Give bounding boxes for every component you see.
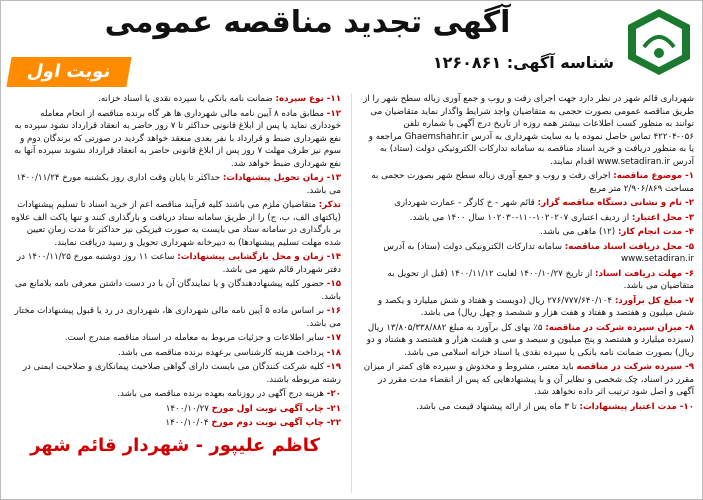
list-item <box>362 212 694 225</box>
item-label: ۱۵- <box>326 279 341 289</box>
item-text: حداکثر تا پایان وقت اداری روز یکشنبه مورخ ۱۴۰۰/۱۱/۲۴ می باشد. <box>16 173 341 196</box>
municipality-logo <box>624 7 694 77</box>
item-label: ۱۶- <box>326 306 341 316</box>
item-text: ۱۴۰۰/۱۰/۲۷ <box>165 403 209 414</box>
item-text: تا ۳ ماه پس از ارائه پیشنهاد قیمت می باشد. <box>416 401 577 412</box>
list-item <box>362 241 694 266</box>
item-text: ضمانت نامه بانکی یا سپرده نقدی یا اسناد خزانه. <box>98 94 273 104</box>
item-text: پرداخت هزینه کارشناسی برعهده برنده مناقصه می باشد. <box>118 347 325 358</box>
item-text: ۲۷۶/۷۷۷/۶۴۰/۱۰۴ ریال (دویست و هفتاد و شش میلیارد و یکصد و شش میلیون و هفتصد و هفتاد و هفت هزار و ششصد و چهل ریال) می باشد. <box>377 295 694 318</box>
content-columns <box>9 93 694 493</box>
item-text: حضور کلیه پیشنهاددهندگان و یا نمایندگان آن با در دست داشتن معرفی نامه بلامانع می باشد. <box>14 279 341 302</box>
list-item <box>9 251 341 276</box>
item-text: قائم شهر - خ کارگر - عمارت شهرداری <box>394 198 535 208</box>
item-label: ۴- مدت انجام کار: <box>617 227 694 237</box>
item-text: باید معتبر، مشروط و مخدوش و سپرده های کمتر از میزان مقرر در اسناد، چک شخصی و نظایر آن و با پیشنهادهایی که پس از انقضاء مدت مقرر در آگهی و اصل شود ترتیب اثر داده نخواهد شد. <box>363 362 694 397</box>
list-item <box>9 305 341 330</box>
header <box>1 1 703 89</box>
list-item <box>362 295 694 320</box>
item-label: ۱۰- مدت اعتبار پیشنهادات: <box>579 401 694 412</box>
item-text: متقاضیان ملزم می باشند کلیه فرآیند مناقصه اعم از خرید اسناد تا تسلیم پیشنهادات (پاکتهای الف، ب، ج) را از طریق سامانه ستاد دریافت و بارگذاری کنند و تنها پاکت الف علاوه بر بارگذاری در سامانه ستاد می بایست به صورت فیزیکی نیز حداکثر تا مدت زمان تعیین شده مهلت تسلیم پیشنهادها) به دبیرخانه شهرداری تحویل و رسید دریافت نمایند. <box>11 200 341 248</box>
notice-id-code: ۱۲۶۰۸۶۱ <box>432 53 502 72</box>
item-text: مطابق ماده ۸ آیین نامه مالی شهرداری ها هر گاه برنده مناقصه از انجام معامله خودداری نماید یا پس از ابلاغ قانونی حداکثر تا ۷ روز حاضر به انعقاد قرارداد نشود سپرده به نفع شهرداری ضبط و قرارداد با نفر بعدی منعقد خواهد گردید در صورتی که برندگان دوم و سوم نیز ظرف مهلت ۷ روز پس از ابلاغ قانونی حاضر به انعقاد قرارداد نشوند سپرده آنها به نفع شهرداری ضبط خواهد شد. <box>14 108 341 169</box>
list-item <box>9 347 341 360</box>
item-label: ۶- مهلت دریافت اسناد: <box>595 268 694 279</box>
notice-id-label: شناسه آگهی: <box>506 53 614 72</box>
item-label: ۱۳- زمان تحویل پیشنهادات: <box>222 173 341 183</box>
item-label: ۱۱- نوع سپرده: <box>275 94 341 104</box>
item-text: اجرای رفت و روب و جمع آوری زباله سطح شهر بصورت حجمی به مساحت ۲/۹۰۶/۸۶۹ متر مربع <box>371 171 694 194</box>
item-label: ۱۴- زمان و محل بازگشایی پیشنهادات: <box>177 252 341 262</box>
notice-id <box>433 53 614 72</box>
list-item <box>9 361 341 386</box>
first-round-badge: نوبت اول <box>6 57 131 87</box>
item-text: ۱۴۰۰/۱۰/۰۴ <box>165 418 209 428</box>
list-item <box>362 197 694 210</box>
item-label: ۹- سپرده شرکت در مناقصه <box>576 362 694 372</box>
signature: کاظم علیپور - شهردار قائم شهر <box>30 434 320 456</box>
item-label: تذکر: <box>318 200 341 210</box>
list-item <box>9 172 341 197</box>
column-divider <box>351 93 352 493</box>
item-label: ۲۰- <box>326 389 341 399</box>
item-label: ۱۷- <box>326 333 341 343</box>
list-item <box>9 93 341 106</box>
item-label: ۱۲- <box>326 108 341 119</box>
page-title: آگهی تجدید مناقصه عمومی <box>104 5 511 40</box>
item-label: ۱۹- <box>326 362 341 372</box>
list-item <box>362 226 694 239</box>
list-item <box>362 268 694 293</box>
list-item <box>362 401 694 414</box>
intro-paragraph: شهرداری قائم شهر در نظر دارد جهت اجرای رفت و روب و جمع آوری زباله سطح شهر را از طریق مناقصه عمومی بصورت حجمی به متقاضیان واجد شرایط واگذار نماید متقاضیان می توانند به منظور کسب اطلاعات بیشتر همه روزه از تاریخ درج آگهی با شماره تلفن ۰۵۶-۴۲۲۰۴ تماس حاصل نموده یا به سایت شهرداری به آدرس Ghaemshahr.ir مراجعه و یا به منظور دریافت و خرید اسناد مناقصه به سامانه تدارکات الکترونیکی دولت (ستاد) به آدرس www.setadiran.ir اقدام نمایند. <box>363 94 694 167</box>
item-label: ۷- مبلغ کل برآورد: <box>614 295 694 306</box>
item-label: ۲- نام و نشانی دستگاه مناقصه گزار: <box>537 198 694 208</box>
item-text: هزینه درج آگهی در روزنامه بعهده برنده مناقصه می باشد. <box>117 389 325 399</box>
item-text: از ردیف اعتباری ۱۰۲۰۲۰۷-۱۱۰-۱۰۲۰۳۰ سال ۱۴۰۰ می باشد. <box>409 212 630 223</box>
list-item <box>9 417 341 430</box>
item-text: کلیه شرکت کنندگان می بایست دارای گواهی صلاحیت پیمانکاری و صلاحیت ایمنی در رشته مربوطه باشند. <box>22 362 341 385</box>
item-text: سایر اطلاعات و جزئیات مربوط به معامله در اسناد مناقصه مندرج است. <box>64 333 325 343</box>
list-item <box>9 199 341 249</box>
list-item <box>362 322 694 360</box>
list-item <box>9 278 341 303</box>
list-item <box>9 403 341 416</box>
item-text: ۵٪ بهای کل برآورد به مبلغ ۱۳/۸۰۵/۳۳۸/۸۸۲ ریال (سیزده میلیارد و هشتصد و پنج میلیون و سیصد و سی و هشت هزار و هشتصد و هشتاد و دو ریال) بصورت ضمانت نامه بانکی یا سپرده نقدی یا اسناد خزانه اسلامی می باشد. <box>366 322 694 358</box>
right-column <box>362 93 694 493</box>
item-label: ۸- میزان سپرده شرکت در مناقصه: <box>545 322 694 333</box>
item-label: ۳- محل اعتبار: <box>631 212 694 223</box>
item-text: از تاریخ ۱۴۰۰/۱۰/۲۷ لغایت ۱۴۰۰/۱۱/۱۲ (قبل از تحویل به متقاضیان می باشد. <box>387 268 694 291</box>
item-text: بر اساس ماده ۵ آیین نامه مالی شهرداری ها، شهرداری در رد یا قبول پیشنهادات مختار می باشد. <box>14 306 341 329</box>
item-text: ساعت ۱۱ روز دوشنبه مورخ ۱۴۰۰/۱۱/۲۵ در دفتر شهردار قائم شهر می باشد. <box>16 252 341 275</box>
item-label: ۲۱- چاپ آگهی نوبت اول مورخ <box>211 403 341 414</box>
list-item <box>9 108 341 171</box>
item-text: (۱۲) ماهی می باشد. <box>540 227 616 237</box>
list-item <box>9 332 341 345</box>
list-item <box>362 361 694 399</box>
item-label: ۱- موضوع مناقصه: <box>613 171 694 181</box>
item-text: سامانه تدارکات الکترونیکی دولت (ستاد) به آدرس www.setadiran.ir <box>383 241 694 264</box>
item-label: ۵- محل دریافت اسناد مناقصه: <box>564 241 694 252</box>
left-column <box>9 93 341 493</box>
list-item <box>9 388 341 401</box>
list-item <box>362 170 694 195</box>
item-label: ۱۸- <box>326 347 341 358</box>
item-label: ۲۲- چاپ آگهی نوبت دوم مورخ <box>211 418 341 428</box>
